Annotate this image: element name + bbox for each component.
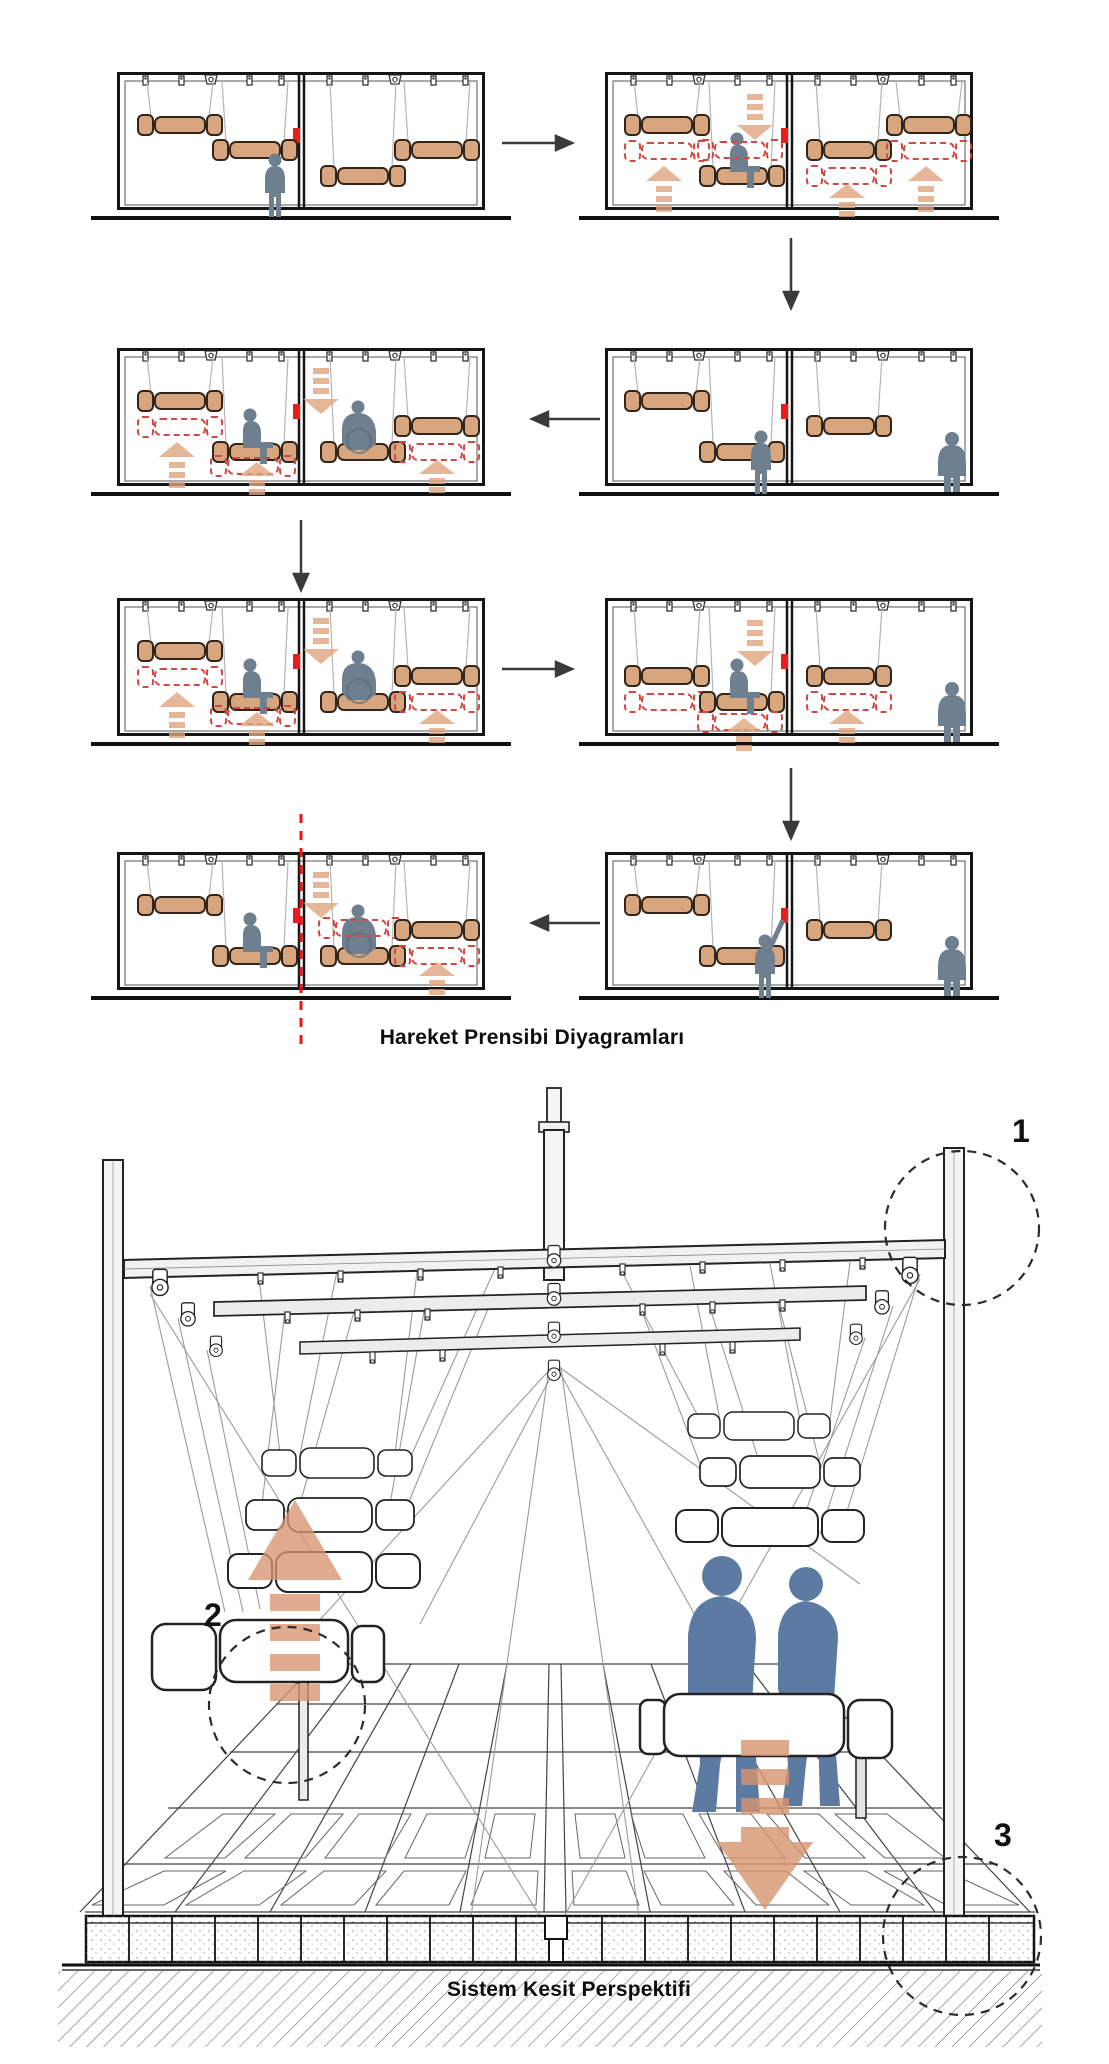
right-bench-stack <box>676 1412 864 1546</box>
middle-beam <box>214 1286 866 1316</box>
system-perspective-figure <box>0 1064 1109 2064</box>
flow-arrow-right-2 <box>502 662 572 676</box>
callout-label-2: 2 <box>204 1597 222 1633</box>
movement-diagrams-title: Hareket Prensibi Diyagramları <box>379 1026 685 1049</box>
flow-arrow-right-1 <box>502 136 572 150</box>
diagram-step-3 <box>579 350 999 495</box>
flow-arrow-left-1 <box>532 412 600 426</box>
diagram-step-6 <box>579 600 999 752</box>
diagram-step-1 <box>91 74 511 219</box>
diagram-step-8 <box>91 814 511 1050</box>
flow-arrow-left-2 <box>532 916 600 930</box>
flow-arrow-down-2 <box>294 520 308 590</box>
callout-label-1: 1 <box>1012 1113 1030 1149</box>
perspective-title: Sistem Kesit Perspektifi <box>446 1978 692 2001</box>
diagram-step-4 <box>91 350 511 496</box>
foundation <box>62 1916 1040 1970</box>
flow-arrows <box>294 136 798 930</box>
diagram-step-7 <box>579 854 999 999</box>
flow-arrow-down-3 <box>784 768 798 838</box>
callout-label-3: 3 <box>994 1817 1012 1853</box>
expansion-joint <box>545 1916 567 1939</box>
paver-insets <box>92 1814 1019 1905</box>
flow-arrow-down-1 <box>784 238 798 308</box>
diagram-step-5 <box>91 600 511 746</box>
diagram-step-2 <box>579 74 999 219</box>
